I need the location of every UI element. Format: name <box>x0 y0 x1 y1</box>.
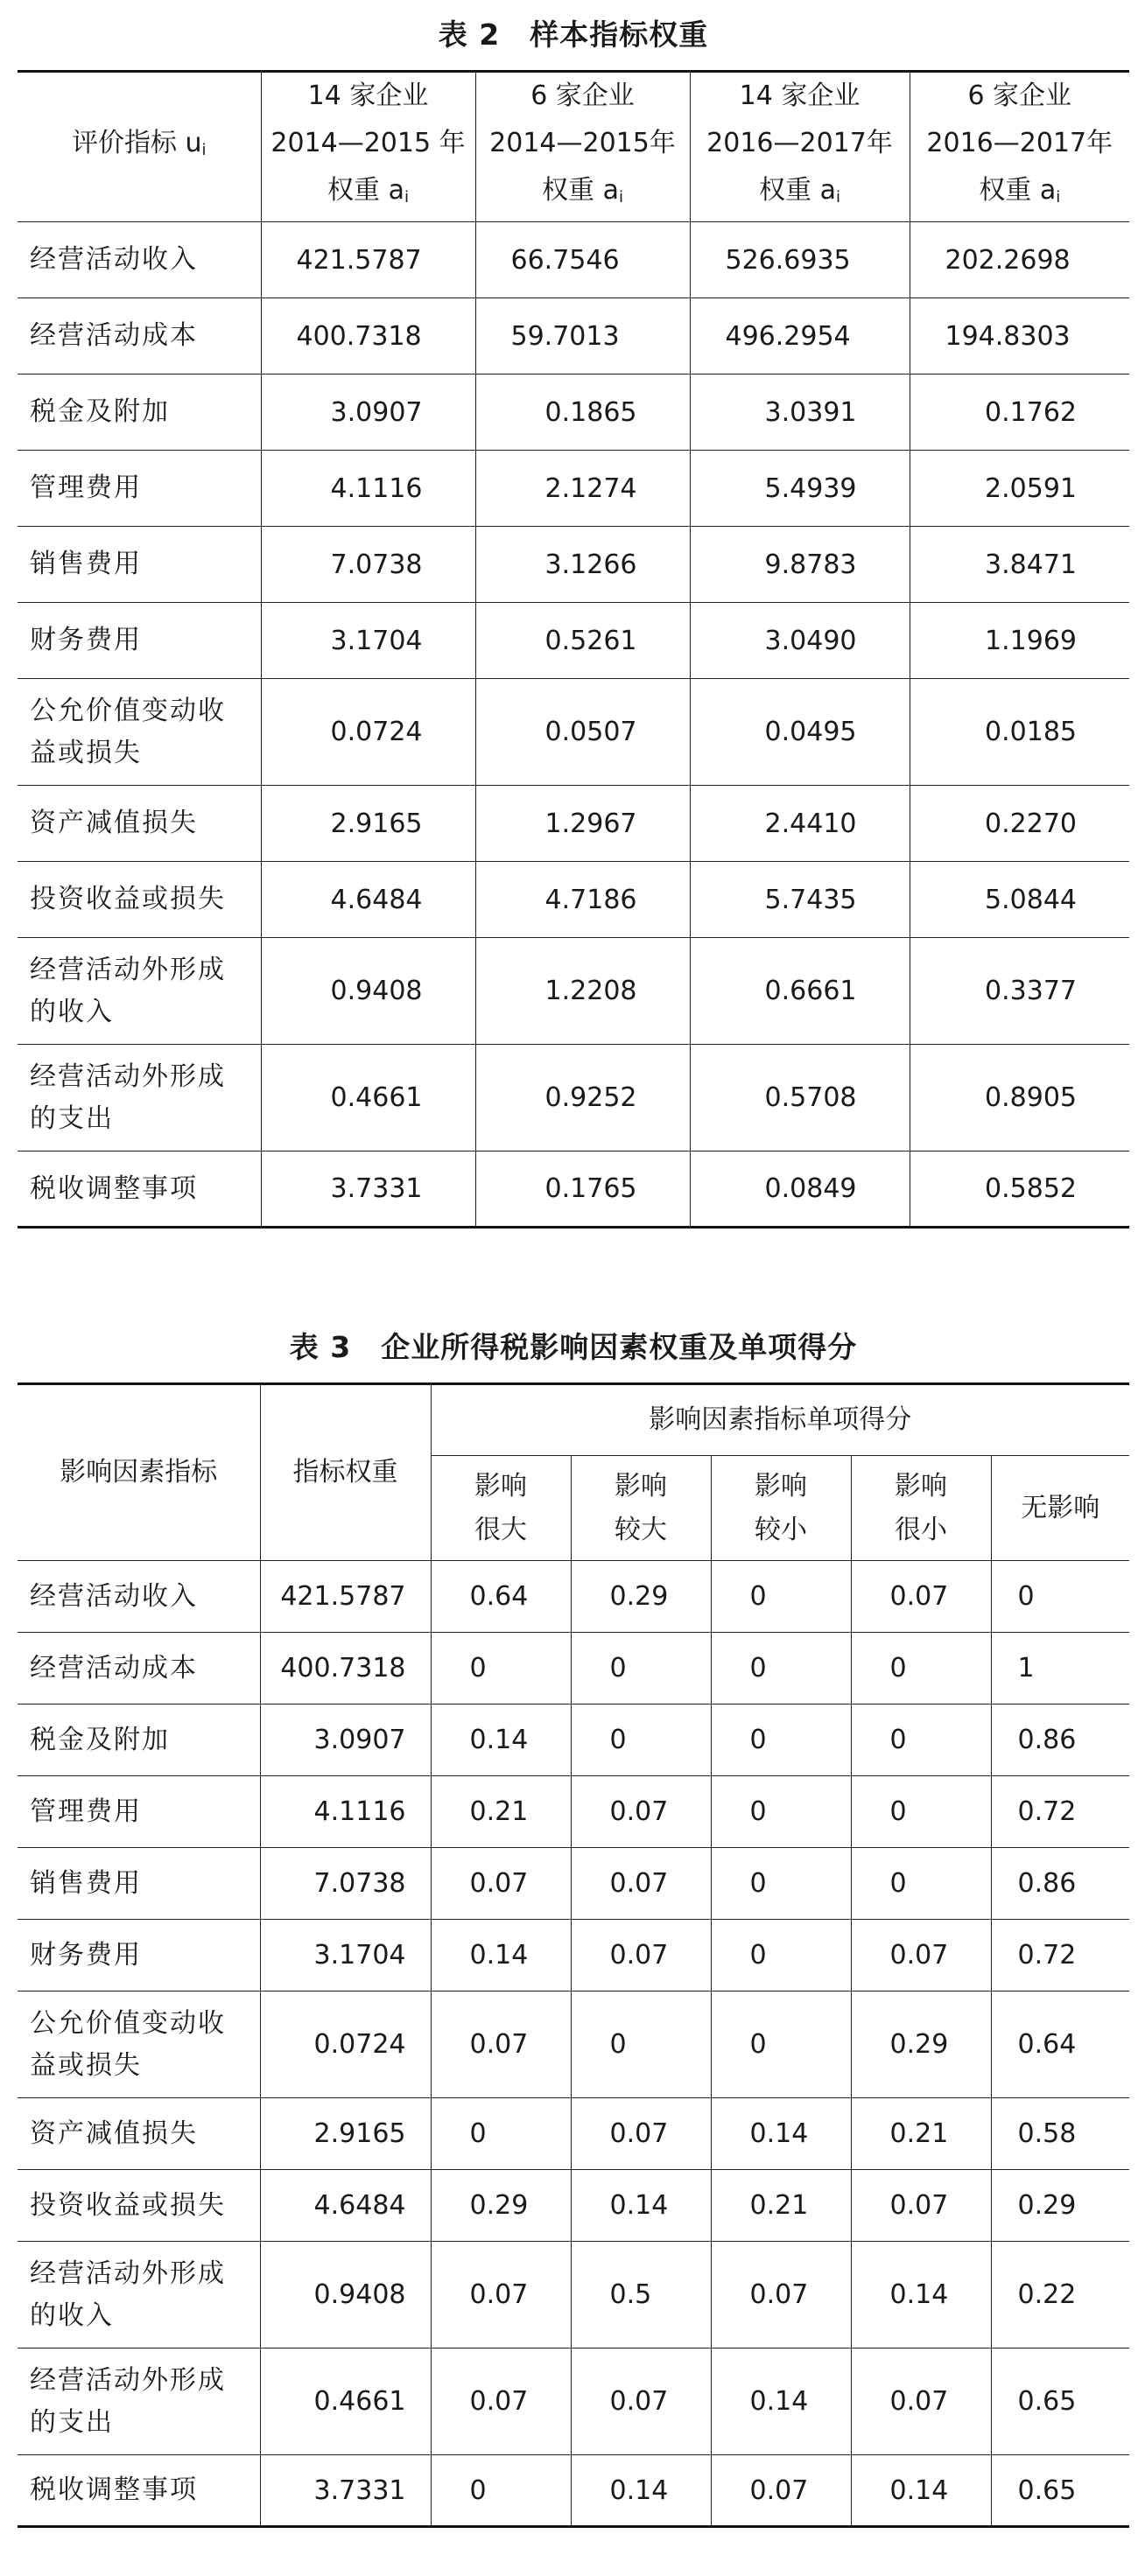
score-cell: 0.14 <box>431 1704 571 1776</box>
score-cell: 0 <box>571 1633 711 1704</box>
score-cell: 0.21 <box>431 1776 571 1848</box>
weight-cell: 5.0844 <box>910 862 1129 938</box>
row-label-line2: 益或损失 <box>30 737 142 768</box>
weight-cell: 2.1274 <box>475 451 690 527</box>
weight-cell: 4.7186 <box>475 862 690 938</box>
score-cell: 0.14 <box>851 2455 991 2527</box>
row-label <box>18 1561 260 1633</box>
weight-cell: 4.1116 <box>261 451 475 527</box>
score-cell: 0.07 <box>851 2170 991 2242</box>
row-label-line1: 经营活动收入 <box>30 244 198 275</box>
weight-cell: 3.0907 <box>260 1704 431 1776</box>
weight-cell: 0.9252 <box>475 1045 690 1152</box>
table3-caption: 表 3 企业所得税影响因素权重及单项得分 <box>289 1330 858 1364</box>
score-cell: 0.14 <box>851 2242 991 2348</box>
table-row <box>18 1704 1129 1776</box>
weight-cell: 421.5787 <box>261 222 475 298</box>
row-label-line1: 经营活动外形成 <box>30 2364 226 2396</box>
score-cell: 0.07 <box>431 2348 571 2455</box>
row-label-line1: 财务费用 <box>30 625 142 655</box>
table3-header-no-impact: 无影响 <box>991 1456 1129 1561</box>
score-cell: 0.14 <box>711 2348 851 2455</box>
row-label-line1: 管理费用 <box>30 472 142 503</box>
table-row <box>18 1633 1129 1704</box>
table2-caption: 表 2 样本指标权重 <box>438 18 709 52</box>
score-cell: 0.5 <box>571 2242 711 2348</box>
row-label <box>18 374 261 451</box>
row-label-line1: 税收调整事项 <box>30 2474 198 2505</box>
weight-cell: 202.2698 <box>910 222 1129 298</box>
score-cell: 0.29 <box>991 2170 1129 2242</box>
table3-header-row-1 <box>18 1384 1129 1456</box>
table3-body <box>18 1561 1129 2527</box>
score-cell: 0.07 <box>431 2242 571 2348</box>
score-cell: 0.14 <box>431 1920 571 1992</box>
table2-sample-weights <box>18 70 1129 1228</box>
weight-cell: 0.4661 <box>261 1045 475 1152</box>
table-row <box>18 679 1129 786</box>
weight-cell: 2.9165 <box>260 2098 431 2170</box>
row-label <box>18 451 261 527</box>
weight-cell: 3.7331 <box>260 2455 431 2527</box>
weight-cell: 3.1266 <box>475 527 690 603</box>
score-cell: 0.29 <box>851 1992 991 2098</box>
row-label <box>18 2242 260 2348</box>
row-label-line1: 经营活动成本 <box>30 320 198 351</box>
weight-cell: 2.4410 <box>690 786 910 862</box>
score-cell: 0.64 <box>431 1561 571 1633</box>
weight-cell: 0.1765 <box>475 1152 690 1228</box>
row-label-line1: 税金及附加 <box>30 396 170 427</box>
weight-cell: 0.6661 <box>690 938 910 1045</box>
weight-cell: 0.2270 <box>910 786 1129 862</box>
score-cell: 0 <box>711 1704 851 1776</box>
row-label-line1: 财务费用 <box>30 1939 142 1970</box>
weight-cell: 0.3377 <box>910 938 1129 1045</box>
table-row <box>18 603 1129 679</box>
score-cell: 0 <box>851 1633 991 1704</box>
row-label <box>18 1776 260 1848</box>
table-row <box>18 2348 1129 2455</box>
weight-cell: 4.1116 <box>260 1776 431 1848</box>
weight-cell: 194.8303 <box>910 298 1129 374</box>
row-label <box>18 1920 260 1992</box>
weight-cell: 0.0495 <box>690 679 910 786</box>
row-label-line1: 销售费用 <box>30 549 142 579</box>
score-cell: 0 <box>711 1776 851 1848</box>
weight-cell: 1.2208 <box>475 938 690 1045</box>
table-row <box>18 2098 1129 2170</box>
weight-cell: 4.6484 <box>261 862 475 938</box>
row-label <box>18 1152 261 1228</box>
weight-cell: 400.7318 <box>261 298 475 374</box>
score-cell: 0.64 <box>991 1992 1129 2098</box>
score-cell: 0 <box>991 1561 1129 1633</box>
row-label <box>18 862 261 938</box>
row-label <box>18 2170 260 2242</box>
score-cell: 0.07 <box>431 1848 571 1920</box>
row-label-line2: 益或损失 <box>30 2049 142 2081</box>
row-label-line1: 投资收益或损失 <box>30 2189 226 2221</box>
score-cell: 0 <box>571 1704 711 1776</box>
score-cell: 0.58 <box>991 2098 1129 2170</box>
table-row <box>18 2455 1129 2527</box>
weight-cell: 0.0185 <box>910 679 1129 786</box>
weight-cell: 0.1865 <box>475 374 690 451</box>
table-row <box>18 1045 1129 1152</box>
score-cell: 0.86 <box>991 1704 1129 1776</box>
row-label <box>18 1704 260 1776</box>
table-row <box>18 1561 1129 1633</box>
table3-header-factor: 影响因素指标 <box>18 1384 260 1561</box>
weight-cell: 0.1762 <box>910 374 1129 451</box>
table-row <box>18 1920 1129 1992</box>
score-cell: 0.65 <box>1017 2474 1077 2506</box>
weight-cell: 2.9165 <box>261 786 475 862</box>
weight-cell: 7.0738 <box>261 527 475 603</box>
weight-cell: 3.1704 <box>260 1920 431 1992</box>
row-label <box>18 603 261 679</box>
table3-header-score-group: 影响因素指标单项得分 <box>431 1384 1129 1456</box>
weight-cell: 4.6484 <box>260 2170 431 2242</box>
score-cell: 0 <box>711 1561 851 1633</box>
row-label-line2: 的收入 <box>30 2300 114 2331</box>
table2-header-indicator: 评价指标 $u_i$ <box>18 72 261 222</box>
row-label <box>18 2348 260 2455</box>
table2-header-col3: 14 家企业 2016—2017年 权重 $a_i$ <box>690 72 910 222</box>
row-label-line1: 公允价值变动收 <box>30 695 226 726</box>
score-cell: 0 <box>571 1992 711 2098</box>
table3-header-large: 影响 较大 <box>571 1456 711 1561</box>
row-label <box>18 1848 260 1920</box>
table-row <box>18 1992 1129 2098</box>
score-cell: 0 <box>711 1992 851 2098</box>
table2-header-col2: 6 家企业 2014—2015年 权重 $a_i$ <box>475 72 690 222</box>
score-cell: 0.07 <box>711 2455 851 2527</box>
table-row <box>18 1776 1129 1848</box>
row-label-line1: 经营活动收入 <box>30 1580 198 1612</box>
table3-header-very-large: 影响 很大 <box>431 1456 571 1561</box>
score-cell: 0 <box>711 1848 851 1920</box>
row-label-line1: 税收调整事项 <box>30 1172 198 1204</box>
score-cell: 0.72 <box>991 1776 1129 1848</box>
score-cell: 0.07 <box>571 1920 711 1992</box>
row-label <box>18 2098 260 2170</box>
score-cell: 0.86 <box>991 1848 1129 1920</box>
table3-header-small: 影响 较小 <box>711 1456 851 1561</box>
score-cell: 0.07 <box>571 2098 711 2170</box>
score-cell: 0 <box>851 1848 991 1920</box>
table-row <box>18 374 1129 451</box>
score-cell: 0 <box>711 1633 851 1704</box>
weight-cell: 421.5787 <box>260 1561 431 1633</box>
table-row <box>18 938 1129 1045</box>
weight-cell: 5.4939 <box>690 451 910 527</box>
table-row <box>18 527 1129 603</box>
table-row <box>18 298 1129 374</box>
row-label-line2: 的收入 <box>30 996 114 1027</box>
table-row <box>18 2170 1129 2242</box>
row-label <box>18 679 261 786</box>
weight-cell: 0.5708 <box>690 1045 910 1152</box>
score-cell: 0.07 <box>431 1992 571 2098</box>
score-cell: 0.07 <box>851 1920 991 1992</box>
score-cell: 0.14 <box>571 2455 711 2527</box>
score-cell: 0.29 <box>431 2170 571 2242</box>
row-label-line1: 经营活动外形成 <box>30 954 226 985</box>
weight-cell: 2.0591 <box>910 451 1129 527</box>
row-label-line2: 的支出 <box>30 2406 114 2438</box>
weight-cell: 1.2967 <box>475 786 690 862</box>
row-label-line1: 经营活动外形成 <box>30 2258 226 2289</box>
weight-cell: 0.9408 <box>260 2242 431 2348</box>
table-row <box>18 1848 1129 1920</box>
table3-header-very-small: 影响 很小 <box>851 1456 991 1561</box>
score-cell: 1 <box>991 1633 1129 1704</box>
table-row <box>18 451 1129 527</box>
weight-cell: 3.0490 <box>690 603 910 679</box>
score-cell: 0.07 <box>851 1561 991 1633</box>
score-cell: 0 <box>431 1633 571 1704</box>
weight-cell: 1.1969 <box>910 603 1129 679</box>
row-label <box>18 1992 260 2098</box>
score-cell: 0 <box>431 2098 571 2170</box>
weight-cell: 0.9408 <box>261 938 475 1045</box>
table3-factor-weights-scores <box>18 1382 1129 2528</box>
row-label-line1: 经营活动外形成 <box>30 1060 226 1092</box>
row-label-line1: 管理费用 <box>30 1796 142 1827</box>
row-label <box>18 527 261 603</box>
row-label <box>18 1633 260 1704</box>
weight-cell: 0.0849 <box>690 1152 910 1228</box>
row-label-line2: 的支出 <box>30 1102 114 1134</box>
weight-cell: 3.1704 <box>261 603 475 679</box>
score-cell: 0.21 <box>851 2098 991 2170</box>
score-cell: 0.14 <box>571 2170 711 2242</box>
weight-cell: 5.7435 <box>690 862 910 938</box>
weight-cell: 66.7546 <box>475 222 690 298</box>
weight-cell: 3.0391 <box>690 374 910 451</box>
score-cell: 0.07 <box>571 1848 711 1920</box>
row-label <box>18 222 261 298</box>
weight-cell: 0.5852 <box>985 1173 1077 1204</box>
score-cell: 0 <box>851 1776 991 1848</box>
weight-cell: 0.5261 <box>475 603 690 679</box>
row-label-line1: 税金及附加 <box>30 1724 170 1755</box>
weight-cell: 7.0738 <box>260 1848 431 1920</box>
row-label <box>18 2455 260 2527</box>
weight-cell: 526.6935 <box>690 222 910 298</box>
weight-cell: 3.8471 <box>910 527 1129 603</box>
score-cell: 0.22 <box>991 2242 1129 2348</box>
score-cell: 0 <box>431 2455 571 2527</box>
score-cell: 0.14 <box>711 2098 851 2170</box>
weight-cell: 0.4661 <box>260 2348 431 2455</box>
row-label-line1: 投资收益或损失 <box>30 884 226 914</box>
weight-cell: 0.0724 <box>260 1992 431 2098</box>
score-cell: 0.07 <box>571 2348 711 2455</box>
score-cell: 0 <box>711 1920 851 1992</box>
weight-cell: 0.8905 <box>910 1045 1129 1152</box>
table2-header-col4: 6 家企业 2016—2017年 权重 $a_i$ <box>910 72 1129 222</box>
row-label <box>18 938 261 1045</box>
row-label-line1: 资产减值损失 <box>30 808 198 838</box>
score-cell: 0.07 <box>711 2242 851 2348</box>
table2-header-col1: 14 家企业 2014—2015 年 权重 $a_i$ <box>261 72 475 222</box>
row-label-line1: 资产减值损失 <box>30 2118 198 2149</box>
table2-body <box>18 222 1129 1228</box>
row-label-line1: 经营活动成本 <box>30 1652 198 1684</box>
table-row <box>18 222 1129 298</box>
weight-cell: 59.7013 <box>475 298 690 374</box>
table-row <box>18 862 1129 938</box>
score-cell: 0.29 <box>571 1561 711 1633</box>
score-cell: 0.07 <box>851 2348 991 2455</box>
row-label <box>18 786 261 862</box>
row-label-line1: 销售费用 <box>30 1867 142 1899</box>
table-row <box>18 1152 1129 1228</box>
row-label <box>18 1045 261 1152</box>
table3-header-weight: 指标权重 <box>260 1384 431 1561</box>
weight-cell: 0.0507 <box>475 679 690 786</box>
score-cell: 0.07 <box>571 1776 711 1848</box>
table-row <box>18 2242 1129 2348</box>
weight-cell: 3.0907 <box>261 374 475 451</box>
weight-cell: 9.8783 <box>690 527 910 603</box>
score-cell: 0 <box>851 1704 991 1776</box>
weight-cell: 400.7318 <box>260 1633 431 1704</box>
weight-cell: 3.7331 <box>261 1152 475 1228</box>
score-cell: 0.72 <box>991 1920 1129 1992</box>
table2-header-row <box>18 72 1129 222</box>
weight-cell: 496.2954 <box>690 298 910 374</box>
weight-cell: 0.0724 <box>261 679 475 786</box>
score-cell: 0.21 <box>711 2170 851 2242</box>
row-label <box>18 298 261 374</box>
table-row <box>18 786 1129 862</box>
score-cell: 0.65 <box>991 2348 1129 2455</box>
row-label-line1: 公允价值变动收 <box>30 2007 226 2039</box>
